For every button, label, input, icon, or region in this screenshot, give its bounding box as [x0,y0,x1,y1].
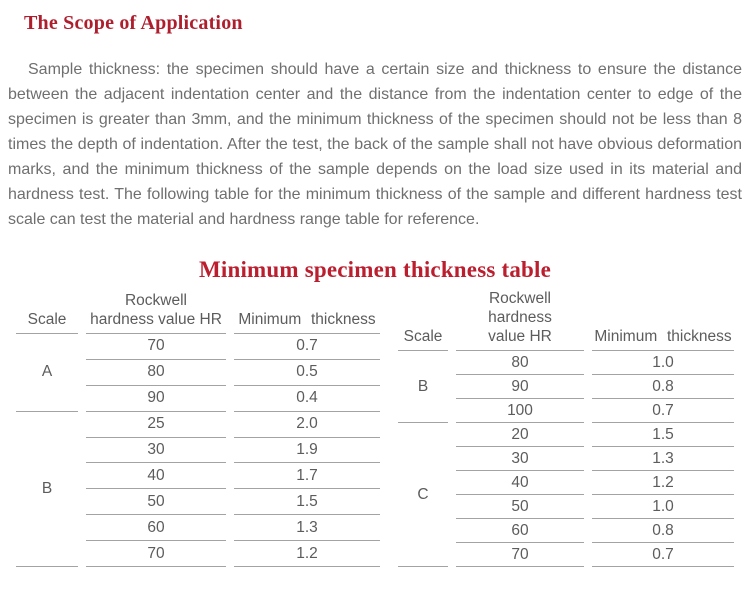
thickness-value-cell: 1.2 [234,541,380,567]
thickness-value-cell: 1.3 [592,447,734,471]
hr-value-cell: 70 [86,334,226,360]
thickness-value-cell: 0.8 [592,375,734,399]
thickness-value-cell: 1.3 [234,515,380,541]
table-row [398,447,734,471]
thickness-tables [8,289,742,567]
thickness-value-cell: 0.8 [592,519,734,543]
scale-group-cell: C [398,423,448,567]
hr-value-cell: 80 [86,360,226,386]
thickness-value-cell: 0.7 [592,399,734,423]
hr-value-cell: 50 [86,489,226,515]
thickness-value-cell: 1.5 [234,489,380,515]
header-row [398,289,734,351]
hr-value-cell: 90 [456,375,584,399]
table-row [398,495,734,519]
hr-value-cell: 70 [456,543,584,567]
col-header-min-thickness: Minimum thickness [592,289,734,351]
thickness-value-cell: 0.5 [234,360,380,386]
table-title: Minimum specimen thickness table [198,257,552,282]
hr-value-cell: 30 [86,438,226,464]
col-header-rockwell-line1: Rockwell hardness [488,290,552,326]
table-row [398,423,734,447]
col-header-rockwell [456,289,584,351]
table-row [398,519,734,543]
table-row [16,334,380,360]
col-header-scale: Scale [16,289,78,334]
intro-paragraph: Sample thickness: the specimen should have a certain size and thickness to ensure the distance between the adjacent indentation center and the distance from the indentation center to edge of the specimen is greater than 3mm, and the minimum thickness of the specimen should not be less than 8 times the depth of indentation. After the test, the back of the sample shall not have obvious deformation marks, and the minimum thickness of the sample depends on the load size used in its material and hardness test. The following table for the minimum thickness of the sample and different hardness test scale can test the material and hardness range table for reference. [8,61,742,228]
scale-group-cell: A [16,334,78,412]
table-row [398,543,734,567]
page-title: The Scope of Application [24,12,243,34]
thickness-value-cell: 1.0 [592,351,734,375]
hr-value-cell: 30 [456,447,584,471]
table-row [398,375,734,399]
thickness-value-cell: 1.0 [592,495,734,519]
col-header-rockwell-line2: hardness value HR [90,311,222,328]
hr-value-cell: 40 [456,471,584,495]
thickness-table-right [390,289,742,567]
col-header-min-thickness: Minimum thickness [234,289,380,334]
col-header-scale: Scale [398,289,448,351]
hr-value-cell: 100 [456,399,584,423]
col-header-rockwell-line1: Rockwell [124,292,187,309]
header-row [16,289,380,334]
thickness-value-cell: 0.7 [234,334,380,360]
hr-value-cell: 40 [86,463,226,489]
hr-value-cell: 80 [456,351,584,375]
thickness-value-cell: 1.2 [592,471,734,495]
hr-value-cell: 60 [456,519,584,543]
table-row [16,412,380,438]
thickness-value-cell: 1.7 [234,463,380,489]
scale-group-cell: B [16,412,78,567]
thickness-value-cell: 0.7 [592,543,734,567]
thickness-value-cell: 1.9 [234,438,380,464]
table-row [398,351,734,375]
scale-group-cell: B [398,351,448,423]
thickness-value-cell: 0.4 [234,386,380,412]
hr-value-cell: 60 [86,515,226,541]
hr-value-cell: 25 [86,412,226,438]
hr-value-cell: 70 [86,541,226,567]
thickness-table-left [8,289,388,567]
hr-value-cell: 20 [456,423,584,447]
thickness-value-cell: 1.5 [592,423,734,447]
table-row [398,399,734,423]
hr-value-cell: 50 [456,495,584,519]
table-row [398,471,734,495]
col-header-rockwell-line2: value HR [488,328,552,345]
col-header-rockwell [86,289,226,334]
hr-value-cell: 90 [86,386,226,412]
thickness-value-cell: 2.0 [234,412,380,438]
